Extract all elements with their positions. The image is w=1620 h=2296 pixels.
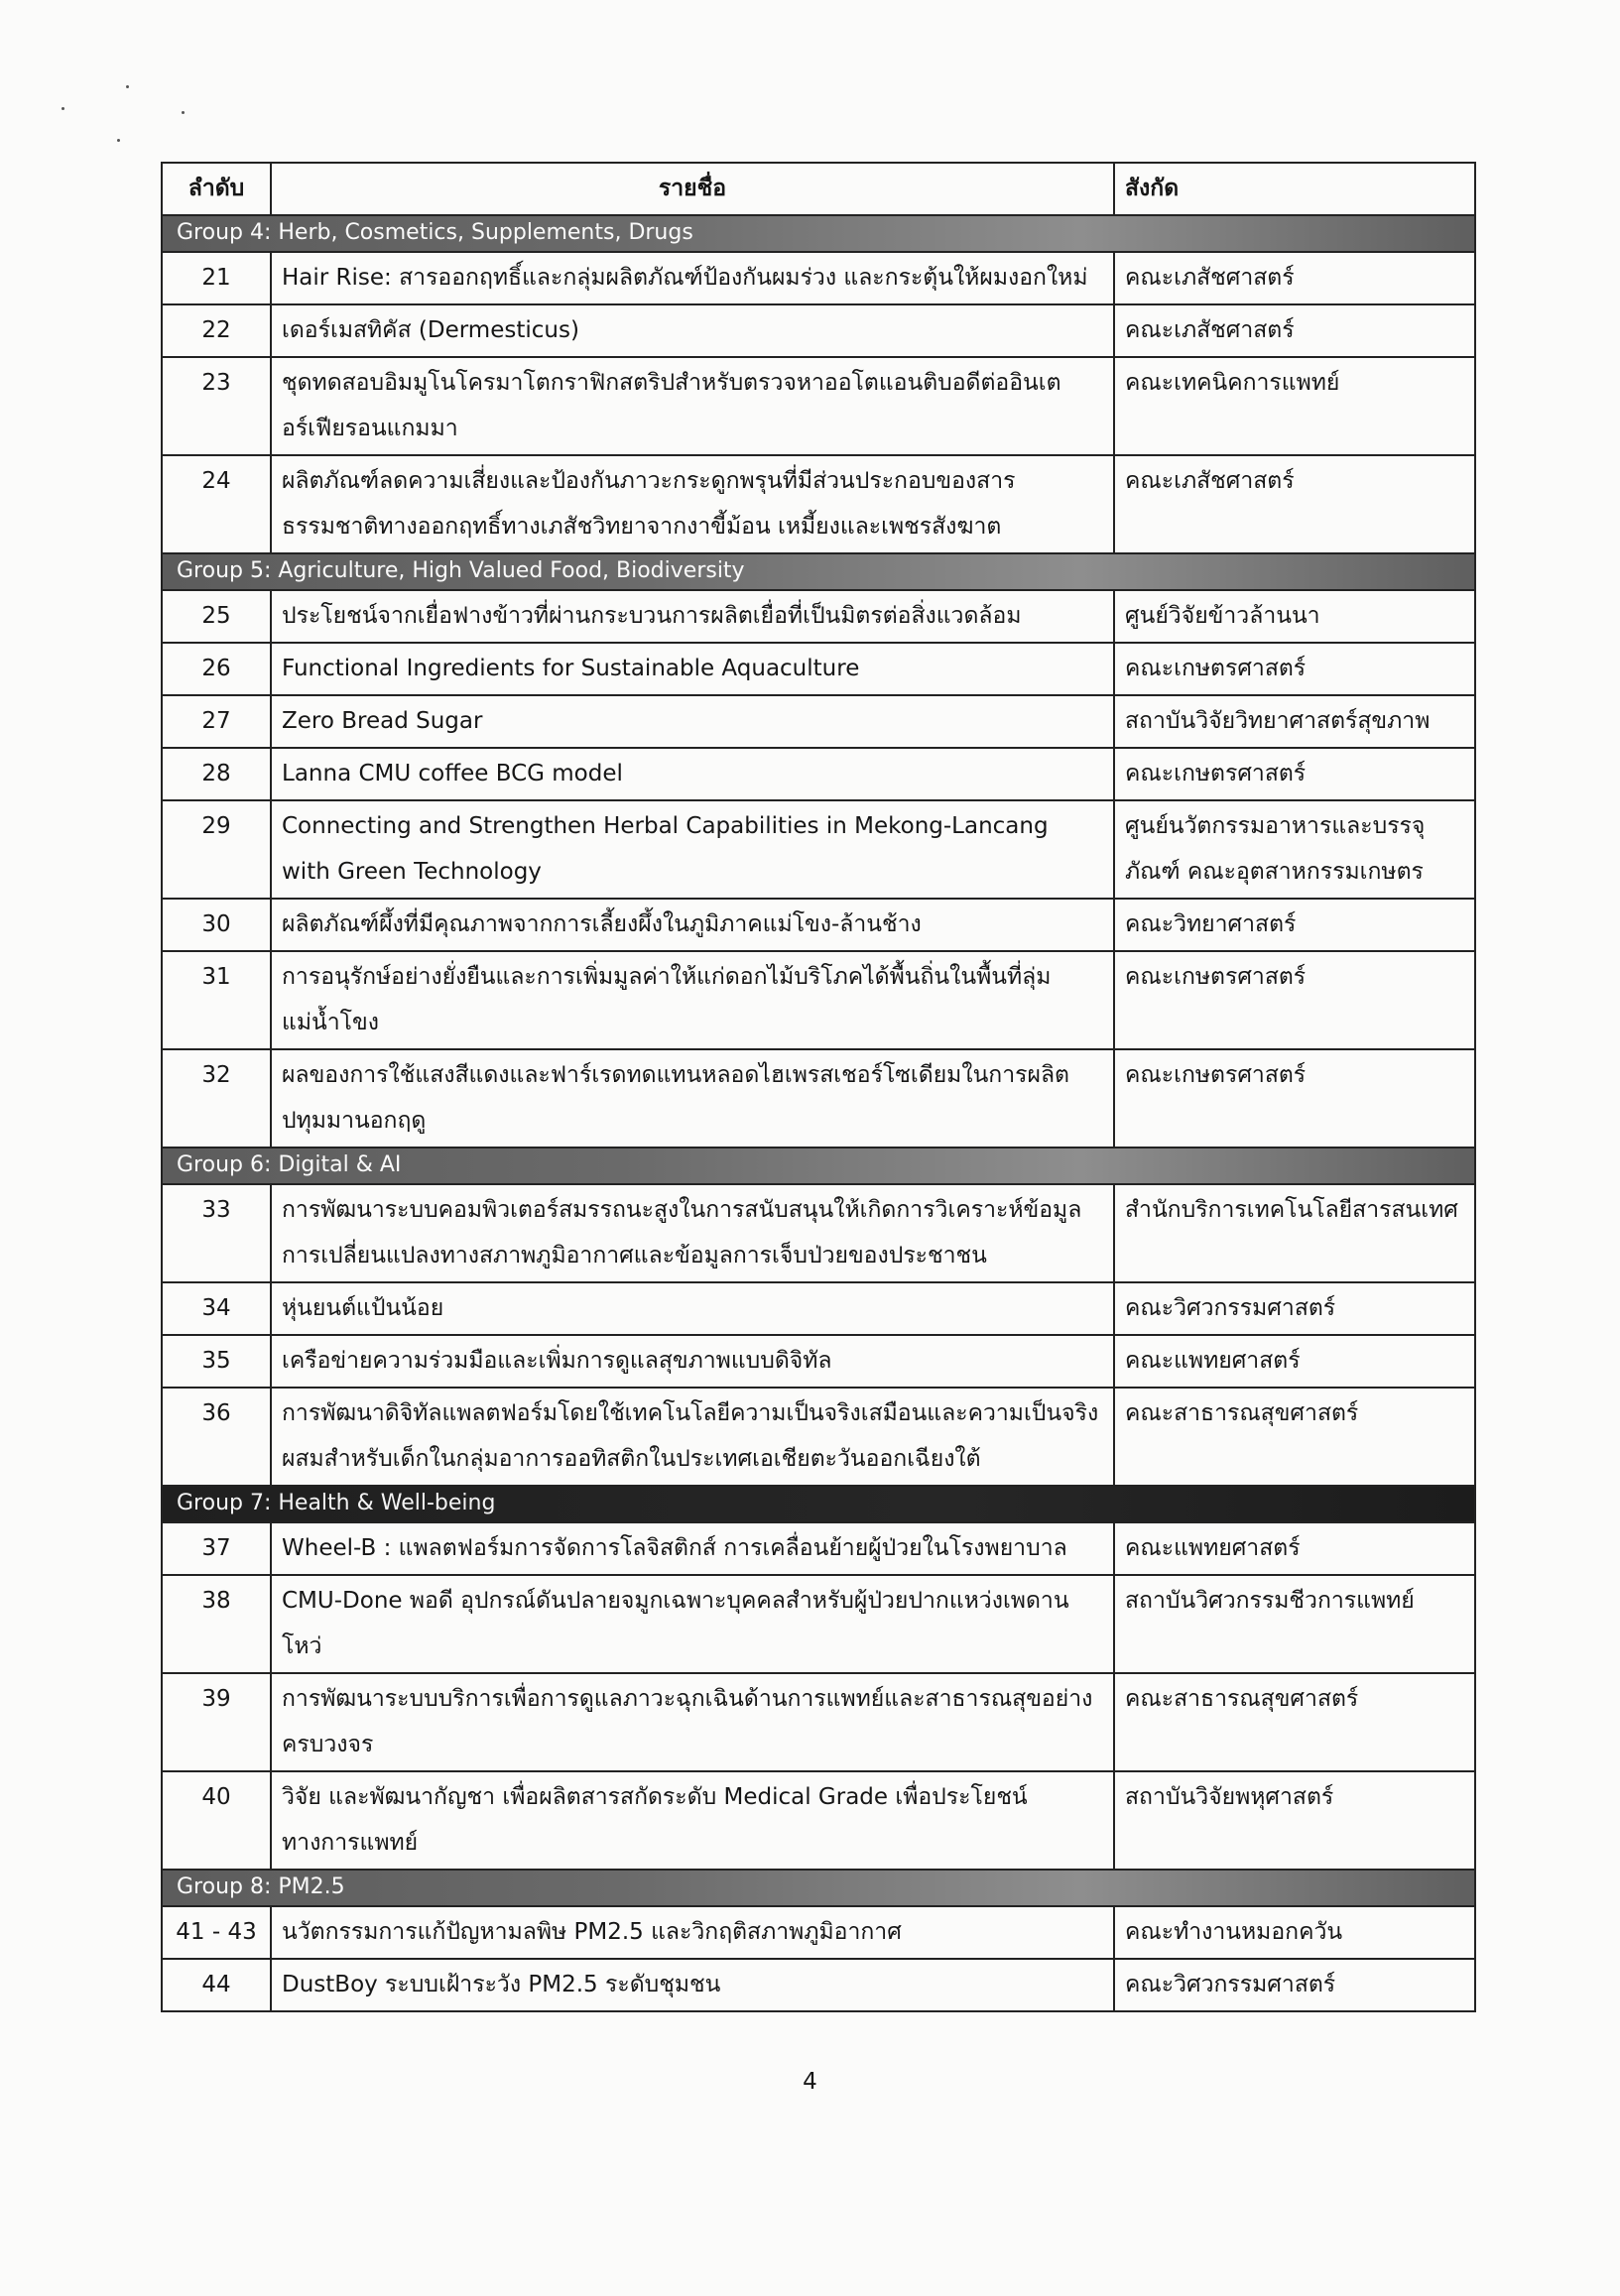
table-row xyxy=(162,1049,1475,1148)
table-row xyxy=(162,800,1475,899)
row-no: 21 xyxy=(162,252,271,304)
row-name: ผลของการใช้แสงสีแดงและฟาร์เรดทดแทนหลอดไฮเพรสเชอร์โซเดียมในการผลิตปทุมมานอกฤดู xyxy=(271,1049,1114,1148)
row-name: Zero Bread Sugar xyxy=(271,695,1114,748)
table-row xyxy=(162,1959,1475,2011)
row-org: คณะวิศวกรรมศาสตร์ xyxy=(1114,1959,1475,2011)
page-number: 4 xyxy=(803,2069,817,2095)
row-name: Functional Ingredients for Sustainable Aquaculture xyxy=(271,643,1114,695)
row-no: 35 xyxy=(162,1335,271,1388)
row-no: 26 xyxy=(162,643,271,695)
row-name: CMU-Done พอดี อุปกรณ์ดันปลายจมูกเฉพาะบุคคลสำหรับผู้ป่วยปากแหว่งเพดานโหว่ xyxy=(271,1575,1114,1673)
table-row xyxy=(162,1575,1475,1673)
group-title: Group 6: Digital & AI xyxy=(162,1148,1475,1184)
row-org: คณะเกษตรศาสตร์ xyxy=(1114,748,1475,800)
row-name: การพัฒนาดิจิทัลแพลตฟอร์มโดยใช้เทคโนโลยีความเป็นจริงเสมือนและความเป็นจริงผสมสำหรับเด็กในกลุ่มอาการออทิสติกในประเทศเอเชียตะวันออกเฉียงใต้ xyxy=(271,1388,1114,1486)
row-name: ชุดทดสอบอิมมูโนโครมาโตกราฟิกสตริปสำหรับตรวจหาออโตแอนติบอดีต่ออินเตอร์เฟียรอนแกมมา xyxy=(271,357,1114,455)
table-header-row xyxy=(162,163,1475,215)
table-row xyxy=(162,304,1475,357)
scan-speck xyxy=(117,139,120,142)
row-no: 32 xyxy=(162,1049,271,1148)
row-no: 23 xyxy=(162,357,271,455)
group-header-row xyxy=(162,1148,1475,1184)
row-name: การอนุรักษ์อย่างยั่งยืนและการเพิ่มมูลค่าให้แก่ดอกไม้บริโภคได้พื้นถิ่นในพื้นที่ลุ่มแม่น้ำโขง xyxy=(271,951,1114,1049)
row-org: สำนักบริการเทคโนโลยีสารสนเทศ xyxy=(1114,1184,1475,1282)
row-org: ศูนย์วิจัยข้าวล้านนา xyxy=(1114,590,1475,643)
row-no: 31 xyxy=(162,951,271,1049)
row-org: คณะเภสัชศาสตร์ xyxy=(1114,252,1475,304)
row-no: 22 xyxy=(162,304,271,357)
row-org: สถาบันวิศวกรรมชีวการแพทย์ xyxy=(1114,1575,1475,1673)
row-no: 38 xyxy=(162,1575,271,1673)
row-name: นวัตกรรมการแก้ปัญหามลพิษ PM2.5 และวิกฤติสภาพภูมิอากาศ xyxy=(271,1906,1114,1959)
row-org: คณะเภสัชศาสตร์ xyxy=(1114,455,1475,553)
scan-speck xyxy=(126,85,129,88)
header-org: สังกัด xyxy=(1114,163,1475,215)
header-no: ลำดับ xyxy=(162,163,271,215)
row-name: Connecting and Strengthen Herbal Capabilities in Mekong-Lancang with Green Technology xyxy=(271,800,1114,899)
table-row xyxy=(162,1184,1475,1282)
group-header-row xyxy=(162,1870,1475,1906)
table-row xyxy=(162,1771,1475,1870)
table-row xyxy=(162,357,1475,455)
table-row xyxy=(162,1673,1475,1771)
table-row xyxy=(162,1335,1475,1388)
row-org: คณะแพทยศาสตร์ xyxy=(1114,1522,1475,1575)
row-org: คณะทำงานหมอกควัน xyxy=(1114,1906,1475,1959)
row-name: ผลิตภัณฑ์ลดความเสี่ยงและป้องกันภาวะกระดูกพรุนที่มีส่วนประกอบของสารธรรมชาติทางออกฤทธิ์ทางเภสัชวิทยาจากงาขี้ม้อน เหมี้ยงและเพชรสังฆาต xyxy=(271,455,1114,553)
row-no: 39 xyxy=(162,1673,271,1771)
header-name: รายชื่อ xyxy=(271,163,1114,215)
row-no: 34 xyxy=(162,1282,271,1335)
row-no: 37 xyxy=(162,1522,271,1575)
table-row xyxy=(162,899,1475,951)
table-row xyxy=(162,590,1475,643)
row-org: คณะวิทยาศาสตร์ xyxy=(1114,899,1475,951)
group-title: Group 7: Health & Well-being xyxy=(162,1486,1475,1522)
row-name: Wheel-B : แพลตฟอร์มการจัดการโลจิสติกส์ การเคลื่อนย้ายผู้ป่วยในโรงพยาบาล xyxy=(271,1522,1114,1575)
table-row xyxy=(162,252,1475,304)
row-org: คณะเกษตรศาสตร์ xyxy=(1114,643,1475,695)
row-name: Hair Rise: สารออกฤทธิ์และกลุ่มผลิตภัณฑ์ป้องกันผมร่วง และกระตุ้นให้ผมงอกใหม่ xyxy=(271,252,1114,304)
table-row xyxy=(162,1522,1475,1575)
table-row xyxy=(162,951,1475,1049)
row-no: 44 xyxy=(162,1959,271,2011)
row-name: DustBoy ระบบเฝ้าระวัง PM2.5 ระดับชุมชน xyxy=(271,1959,1114,2011)
row-org: ศูนย์นวัตกรรมอาหารและบรรจุภัณฑ์ คณะอุตสาหกรรมเกษตร xyxy=(1114,800,1475,899)
row-no: 40 xyxy=(162,1771,271,1870)
table-row xyxy=(162,455,1475,553)
group-header-row xyxy=(162,215,1475,252)
row-no: 24 xyxy=(162,455,271,553)
row-org: คณะเกษตรศาสตร์ xyxy=(1114,1049,1475,1148)
row-name: เดอร์เมสทิคัส (Dermesticus) xyxy=(271,304,1114,357)
group-header-row xyxy=(162,553,1475,590)
row-no: 36 xyxy=(162,1388,271,1486)
row-name: เครือข่ายความร่วมมือและเพิ่มการดูแลสุขภาพแบบดิจิทัล xyxy=(271,1335,1114,1388)
row-name: หุ่นยนต์แป้นน้อย xyxy=(271,1282,1114,1335)
group-title: Group 8: PM2.5 xyxy=(162,1870,1475,1906)
row-org: คณะสาธารณสุขศาสตร์ xyxy=(1114,1388,1475,1486)
table-row xyxy=(162,748,1475,800)
row-name: การพัฒนาระบบคอมพิวเตอร์สมรรถนะสูงในการสนับสนุนให้เกิดการวิเคราะห์ข้อมูลการเปลี่ยนแปลงทางสภาพภูมิอากาศและข้อมูลการเจ็บป่วยของประชาชน xyxy=(271,1184,1114,1282)
row-no: 33 xyxy=(162,1184,271,1282)
table-row xyxy=(162,695,1475,748)
row-org: คณะสาธารณสุขศาสตร์ xyxy=(1114,1673,1475,1771)
row-no: 25 xyxy=(162,590,271,643)
row-org: คณะแพทยศาสตร์ xyxy=(1114,1335,1475,1388)
row-org: คณะเกษตรศาสตร์ xyxy=(1114,951,1475,1049)
row-no: 41 - 43 xyxy=(162,1906,271,1959)
project-list-table xyxy=(161,162,1476,2012)
row-no: 28 xyxy=(162,748,271,800)
row-org: คณะวิศวกรรมศาสตร์ xyxy=(1114,1282,1475,1335)
row-org: สถาบันวิจัยพหุศาสตร์ xyxy=(1114,1771,1475,1870)
scan-speck xyxy=(182,111,185,114)
group-title: Group 4: Herb, Cosmetics, Supplements, Drugs xyxy=(162,215,1475,252)
row-no: 30 xyxy=(162,899,271,951)
row-org: คณะเทคนิคการแพทย์ xyxy=(1114,357,1475,455)
group-title: Group 5: Agriculture, High Valued Food, Biodiversity xyxy=(162,553,1475,590)
row-name: ผลิตภัณฑ์ผึ้งที่มีคุณภาพจากการเลี้ยงผึ้งในภูมิภาคแม่โขง-ล้านช้าง xyxy=(271,899,1114,951)
row-name: ประโยชน์จากเยื่อฟางข้าวที่ผ่านกระบวนการผลิตเยื่อที่เป็นมิตรต่อสิ่งแวดล้อม xyxy=(271,590,1114,643)
row-no: 29 xyxy=(162,800,271,899)
scan-speck xyxy=(62,107,64,110)
row-name: Lanna CMU coffee BCG model xyxy=(271,748,1114,800)
row-name: วิจัย และพัฒนากัญชา เพื่อผลิตสารสกัดระดับ Medical Grade เพื่อประโยชน์ทางการแพทย์ xyxy=(271,1771,1114,1870)
row-no: 27 xyxy=(162,695,271,748)
row-name: การพัฒนาระบบบริการเพื่อการดูแลภาวะฉุกเฉินด้านการแพทย์และสาธารณสุขอย่างครบวงจร xyxy=(271,1673,1114,1771)
row-org: สถาบันวิจัยวิทยาศาสตร์สุขภาพ xyxy=(1114,695,1475,748)
table-row xyxy=(162,1906,1475,1959)
group-header-row xyxy=(162,1486,1475,1522)
table-row xyxy=(162,1388,1475,1486)
row-org: คณะเภสัชศาสตร์ xyxy=(1114,304,1475,357)
table-row xyxy=(162,1282,1475,1335)
table-row xyxy=(162,643,1475,695)
